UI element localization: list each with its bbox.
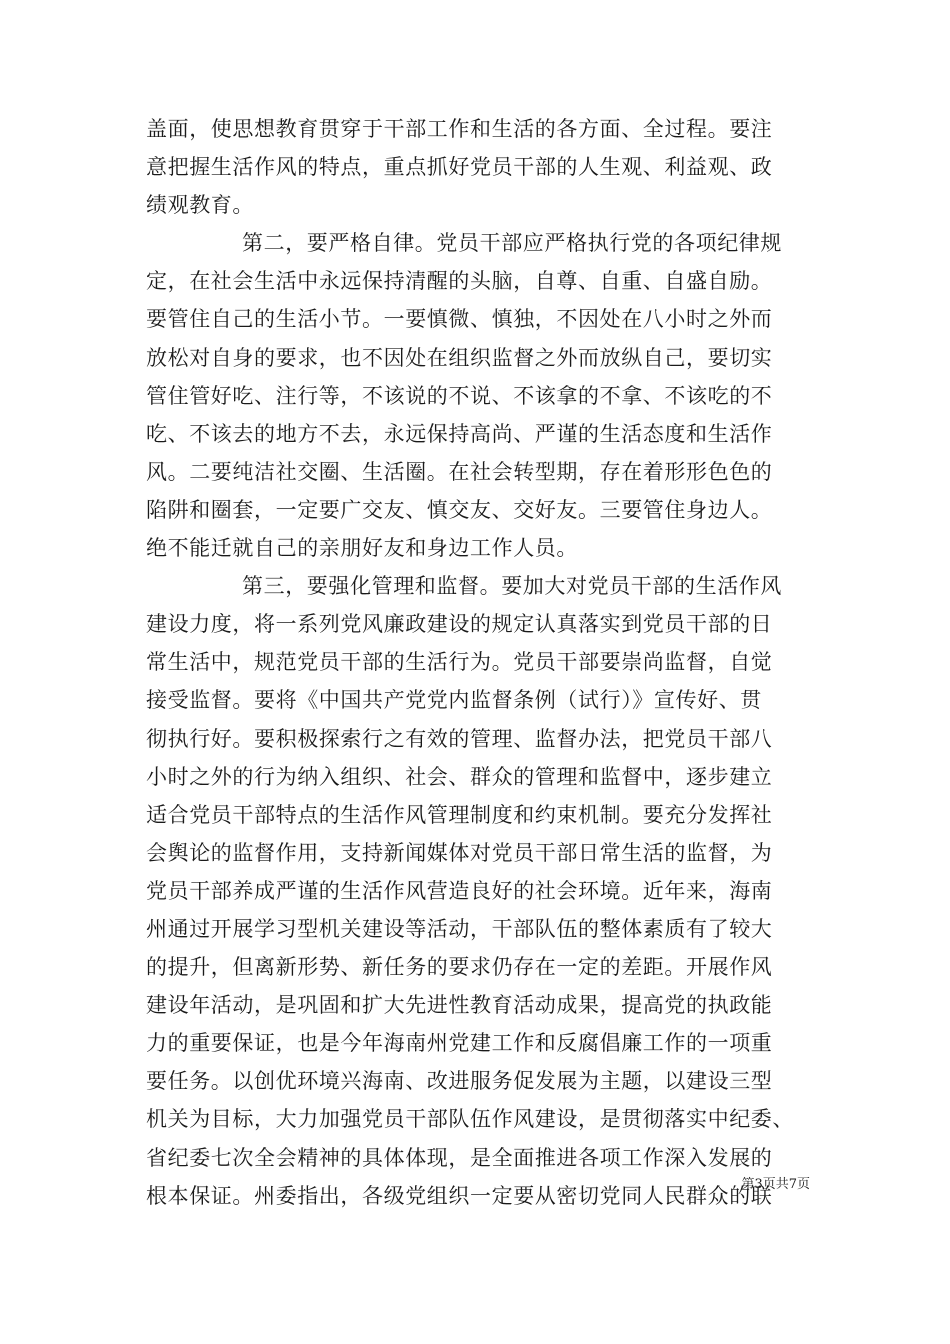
text-line: 定，在社会生活中永远保持清醒的头脑，自尊、自重、自盛自励。: [146, 269, 773, 294]
text-line: 盖面，使思想教育贯穿于干部工作和生活的各方面、全过程。要注: [146, 117, 773, 141]
text-line: 省纪委七次全会精神的具体体现，是全面推进各项工作深入发展的: [146, 1145, 773, 1170]
text-line: 风。二要纯洁社交圈、生活圈。在社会转型期，存在着形形色色的: [146, 459, 773, 484]
text-line: 小时之外的行为纳入组织、社会、群众的管理和监督中，逐步建立: [146, 764, 773, 789]
body-text: [146, 110, 814, 1215]
text-line: 接受监督。要将《中国共产党党内监督条例（试行）》宣传好、贯: [146, 688, 762, 713]
paragraph-start-line: 第三，要强化管理和监督。要加大对党员干部的生活作风: [242, 574, 782, 599]
text-line: 党员干部养成严谨的生活作风营造良好的社会环境。近年来，海南: [146, 878, 773, 903]
text-line: 绩观教育。: [146, 193, 254, 218]
paragraph-start-line: 第二，要严格自律。党员干部应严格执行党的各项纪律规: [242, 231, 782, 256]
text-line: 会舆论的监督作用，支持新闻媒体对党员干部日常生活的监督，为: [146, 840, 773, 865]
text-line: 意把握生活作风的特点，重点抓好党员干部的人生观、利益观、政: [146, 155, 773, 180]
text-line: 根本保证。州委指出，各级党组织一定要从密切党同人民群众的联: [146, 1183, 773, 1208]
text-line: 州通过开展学习型机关建设等活动，干部队伍的整体素质有了较大: [146, 916, 773, 941]
text-line: 适合党员干部特点的生活作风管理制度和约束机制。要充分发挥社: [146, 802, 773, 827]
text-line: 建设力度，将一系列党风廉政建设的规定认真落实到党员干部的日: [146, 612, 773, 637]
text-line: 的提升，但离新形势、新任务的要求仍存在一定的差距。开展作风: [146, 955, 773, 980]
text-line: 建设年活动，是巩固和扩大先进性教育活动成果，提高党的执政能: [146, 993, 773, 1018]
text-line: 绝不能迁就自己的亲朋好友和身边工作人员。: [146, 536, 578, 561]
text-line: 要任务。以创优环境兴海南、改进服务促发展为主题，以建设三型: [146, 1069, 773, 1094]
text-line: 要管住自己的生活小节。一要慎微、慎独，不因处在八小时之外而: [146, 307, 773, 332]
text-line: 陷阱和圈套，一定要广交友、慎交友、交好友。三要管住身边人。: [146, 497, 773, 522]
text-line: 吃、不该去的地方不去，永远保持高尚、严谨的生活态度和生活作: [146, 421, 773, 446]
text-line: 彻执行好。要积极探索行之有效的管理、监督办法，把党员干部八: [146, 726, 773, 751]
text-line: 放松对自身的要求，也不因处在组织监督之外而放纵自己，要切实: [146, 345, 773, 370]
page-number-footer: 第3页共7页: [741, 1177, 810, 1192]
text-line: 力的重要保证，也是今年海南州党建工作和反腐倡廉工作的一项重: [146, 1031, 773, 1056]
text-line: 管住管好吃、注行等，不该说的不说、不该拿的不拿、不该吃的不: [146, 383, 773, 408]
text-line: 常生活中，规范党员干部的生活行为。党员干部要崇尚监督，自觉: [146, 650, 773, 675]
text-line: 机关为目标，大力加强党员干部队伍作风建设，是贯彻落实中纪委、: [146, 1107, 794, 1132]
